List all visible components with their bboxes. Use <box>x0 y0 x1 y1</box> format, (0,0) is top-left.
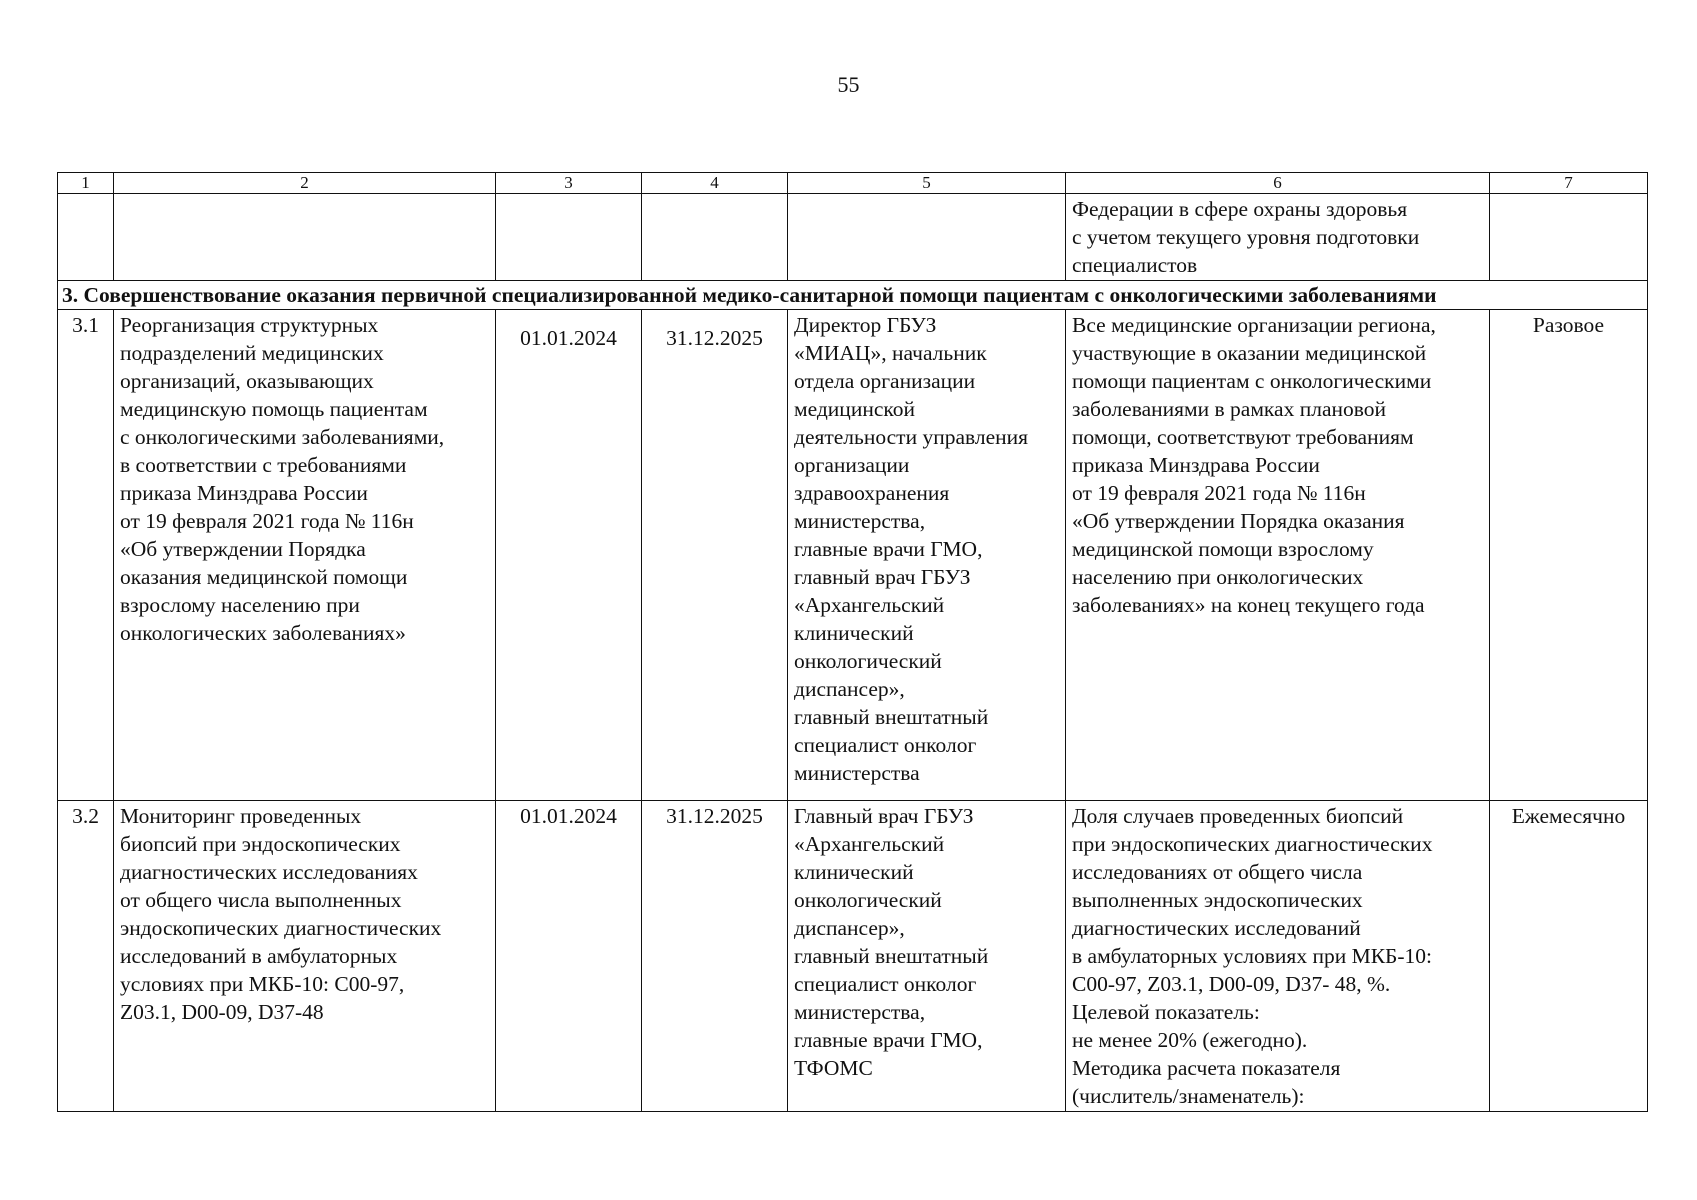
frequency-cell: Разовое <box>1490 310 1648 801</box>
start-date-cell: 01.01.2024 <box>496 310 642 801</box>
column-number-1: 1 <box>58 173 114 194</box>
frequency-cell: Ежемесячно <box>1490 801 1648 1112</box>
continuation-cell-4 <box>642 194 788 281</box>
column-number-4: 4 <box>642 173 788 194</box>
activity-cell: Мониторинг проведенных биопсий при эндоскопических диагностических исследованиях от общего числа выполненных эндоскопических диагностических исследований в амбулаторных условиях при МКБ-10: С00-97, Z03.1, D00-09, D37-48 <box>114 801 496 1112</box>
column-number-2: 2 <box>114 173 496 194</box>
row-number: 3.2 <box>58 801 114 1112</box>
continuation-result-cell: Федерации в сфере охраны здоровья с учетом текущего уровня подготовки специалистов <box>1066 194 1490 281</box>
column-number-3: 3 <box>496 173 642 194</box>
column-number-6: 6 <box>1066 173 1490 194</box>
table-row <box>58 310 1648 801</box>
column-number-5: 5 <box>788 173 1066 194</box>
result-cell: Доля случаев проведенных биопсий при эндоскопических диагностических исследованиях от общего числа выполненных эндоскопических диагностических исследований в амбулаторных условиях при МКБ-10: С00-97, Z03.1, D00-09, D37- 48, %. Целевой показатель: не менее 20% (ежегодно). Методика расчета показателя (числитель/знаменатель): <box>1066 801 1490 1112</box>
start-date-cell: 01.01.2024 <box>496 801 642 1112</box>
column-number-row <box>58 173 1648 194</box>
section-title: 3. Совершенствование оказания первичной специализированной медико-санитарной помощи пациентам с онкологическими заболеваниями <box>58 281 1648 310</box>
continuation-cell-2 <box>114 194 496 281</box>
column-number-7: 7 <box>1490 173 1648 194</box>
section-header-row <box>58 281 1648 310</box>
continuation-cell-3 <box>496 194 642 281</box>
row-number: 3.1 <box>58 310 114 801</box>
plan-table <box>57 172 1648 1112</box>
continuation-cell-7 <box>1490 194 1648 281</box>
page-number: 55 <box>837 72 860 97</box>
continuation-cell-1 <box>58 194 114 281</box>
responsible-cell: Директор ГБУЗ «МИАЦ», начальник отдела организации медицинской деятельности управления организации здравоохранения министерства, главные врачи ГМО, главный врач ГБУЗ «Архангельский клинический онкологический диспансер», главный внештатный специалист онколог министерства <box>788 310 1066 801</box>
activity-cell: Реорганизация структурных подразделений медицинских организаций, оказывающих медицинскую помощь пациентам с онкологическими заболеваниями, в соответствии с требованиями приказа Минздрава России от 19 февраля 2021 года № 116н «Об утверждении Порядка оказания медицинской помощи взрослому населению при онкологических заболеваниях» <box>114 310 496 801</box>
table-row <box>58 801 1648 1112</box>
end-date-cell: 31.12.2025 <box>642 801 788 1112</box>
end-date-cell: 31.12.2025 <box>642 310 788 801</box>
responsible-cell: Главный врач ГБУЗ «Архангельский клинический онкологический диспансер», главный внештатный специалист онколог министерства, главные врачи ГМО, ТФОМС <box>788 801 1066 1112</box>
result-cell: Все медицинские организации региона, участвующие в оказании медицинской помощи пациентам с онкологическими заболеваниями в рамках плановой помощи, соответствуют требованиям приказа Минздрава России от 19 февраля 2021 года № 116н «Об утверждении Порядка оказания медицинской помощи взрослому населению при онкологических заболеваниях» на конец текущего года <box>1066 310 1490 801</box>
continuation-cell-5 <box>788 194 1066 281</box>
continuation-row <box>58 194 1648 281</box>
